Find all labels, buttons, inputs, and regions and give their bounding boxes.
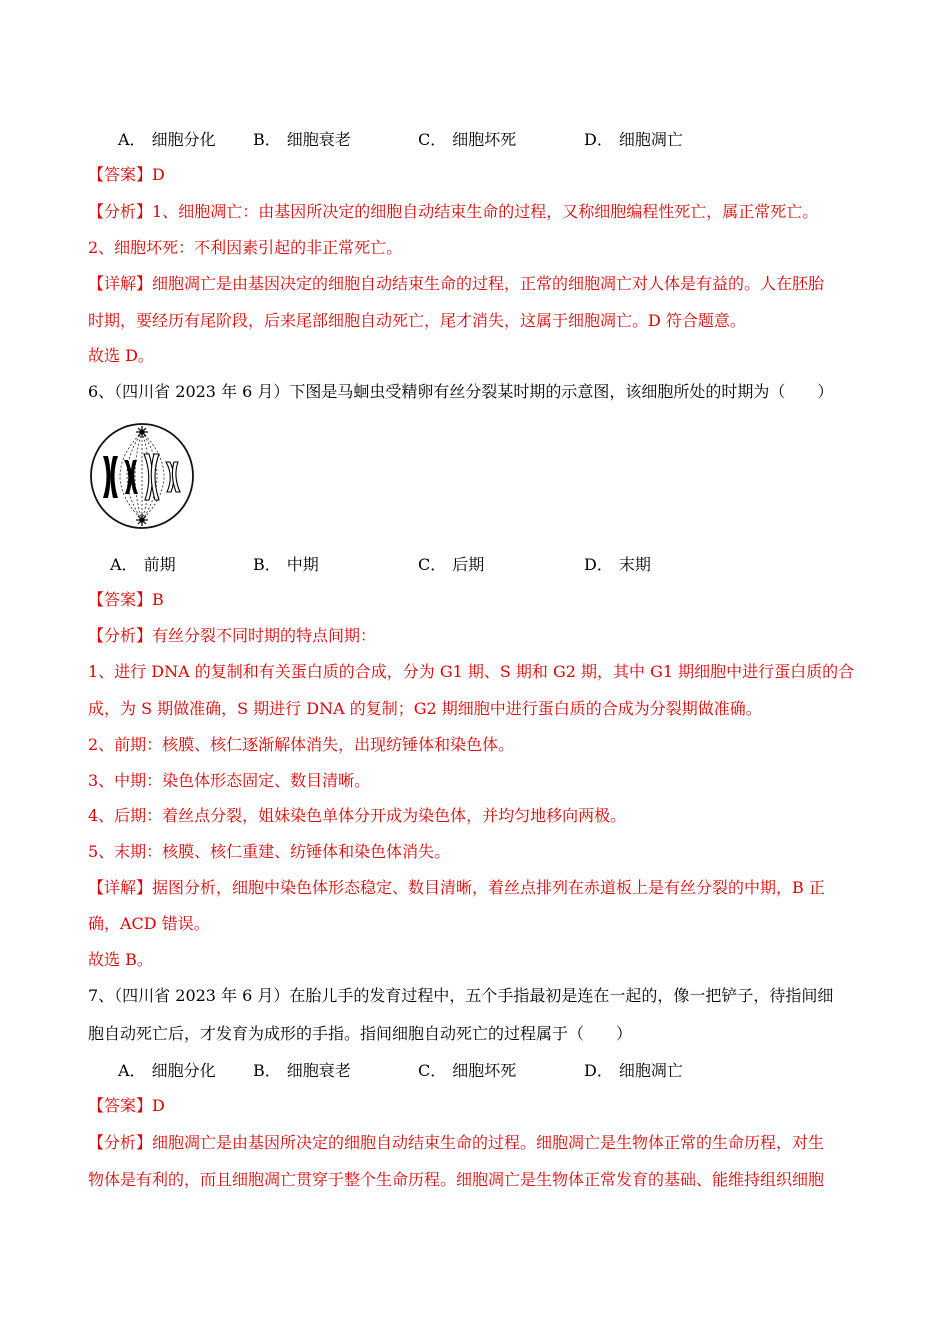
q6-analysis-4: 4、后期：着丝点分裂，姐妹染色单体分开成为染色体，并均匀地移向两极。 — [88, 806, 627, 825]
q6-option-d: D． 末期 — [584, 555, 651, 574]
q6-option-c: C． 后期 — [418, 555, 485, 574]
q6-detail-2: 确，ACD 错误。 — [88, 914, 210, 933]
chromosome-1 — [103, 456, 118, 498]
q5-analysis-1: 【分析】1、细胞凋亡：由基因所决定的细胞自动结束生命的过程，又称细胞编程性死亡，属正常死亡。 — [88, 202, 819, 221]
q5-conclusion: 故选 D。 — [88, 346, 154, 365]
q6-analysis-3: 3、中期：染色体形态固定、数目清晰。 — [88, 771, 371, 790]
q7-answer: 【答案】D — [88, 1096, 165, 1115]
q7-analysis-2: 物体是有利的，而且细胞凋亡贯穿于整个生命历程。细胞凋亡是生物体正常发育的基础、能维持组织细胞 — [88, 1170, 825, 1189]
chromosome-4 — [166, 462, 180, 492]
q7-option-d: D． 细胞凋亡 — [584, 1061, 683, 1080]
q6-analysis-5: 5、末期：核膜、核仁重建、纺锤体和染色体消失。 — [88, 842, 451, 861]
mitosis-cell-figure — [88, 420, 196, 532]
q6-stem: 6、（四川省 2023 年 6 月）下图是马蛔虫受精卵有丝分裂某时期的示意图，该细胞所处的时期为（ ） — [88, 382, 834, 401]
q6-analysis-1b: 成，为 S 期做准确，S 期进行 DNA 的复制；G2 期细胞中进行蛋白质的合成为分裂期做准确。 — [88, 699, 762, 718]
q6-analysis-2: 2、前期：核膜、核仁逐渐解体消失，出现纺锤体和染色体。 — [88, 735, 515, 754]
chromosome-2 — [124, 460, 138, 494]
q7-option-b: B． 细胞衰老 — [253, 1061, 351, 1080]
q7-option-c: C． 细胞坏死 — [418, 1061, 517, 1080]
q6-option-a: A． 前期 — [110, 555, 176, 574]
q7-analysis-1: 【分析】细胞凋亡是由基因所决定的细胞自动结束生命的过程。细胞凋亡是生物体正常的生命历程，对生 — [88, 1133, 825, 1152]
q5-option-d: D． 细胞凋亡 — [584, 130, 683, 149]
q6-analysis-0: 【分析】有丝分裂不同时期的特点间期： — [88, 626, 377, 645]
q5-option-b: B． 细胞衰老 — [253, 130, 351, 149]
q6-conclusion: 故选 B。 — [88, 950, 153, 969]
q5-analysis-2: 2、细胞坏死：不利因素引起的非正常死亡。 — [88, 238, 403, 257]
q7-stem-2: 胞自动死亡后，才发育为成形的手指。指间细胞自动死亡的过程属于（ ） — [88, 1024, 633, 1043]
centrosome-bottom — [136, 514, 148, 526]
q6-answer: 【答案】B — [88, 590, 164, 609]
q5-option-c: C． 细胞坏死 — [418, 130, 517, 149]
q5-answer: 【答案】D — [88, 165, 165, 184]
q5-option-a: A． 细胞分化 — [118, 130, 216, 149]
q5-detail-1: 【详解】细胞凋亡是由基因决定的细胞自动结束生命的过程，正常的细胞凋亡对人体是有益的。人在胚胎 — [88, 274, 825, 293]
q6-option-b: B． 中期 — [253, 555, 319, 574]
q7-stem-1: 7、（四川省 2023 年 6 月）在胎儿手的发育过程中，五个手指最初是连在一起的，像一把铲子，待指间细 — [88, 986, 834, 1005]
q7-option-a: A． 细胞分化 — [118, 1061, 216, 1080]
q6-analysis-1: 1、进行 DNA 的复制和有关蛋白质的合成，分为 G1 期、S 期和 G2 期，其中 G1 期细胞中进行蛋白质的合 — [88, 662, 855, 681]
q6-detail-1: 【详解】据图分析，细胞中染色体形态稳定、数目清晰，着丝点排列在赤道板上是有丝分裂的中期，B 正 — [88, 878, 825, 897]
spindle-fibres — [120, 432, 164, 520]
q5-detail-2: 时期，要经历有尾阶段，后来尾部细胞自动死亡，尾才消失，这属于细胞凋亡。D 符合题意。 — [88, 311, 746, 330]
